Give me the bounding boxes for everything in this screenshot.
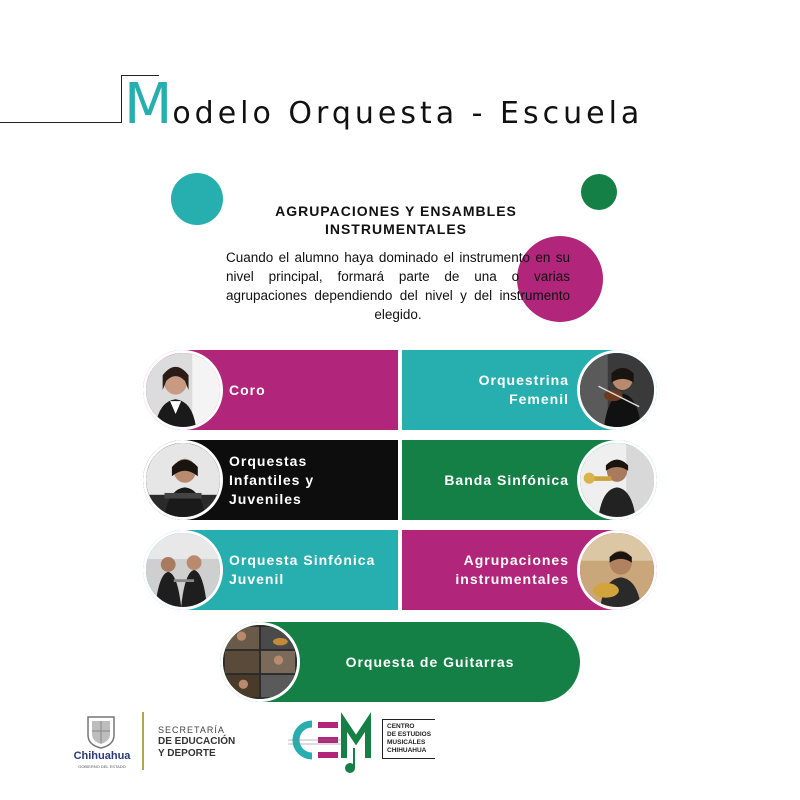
state-subtitle: GOBIERNO DEL ESTADO [78, 764, 126, 769]
cem-text-line: DE ESTUDIOS [387, 731, 432, 738]
section-subtitle [240, 202, 552, 238]
state-name: Chihuahua [73, 750, 131, 762]
group-card-orquestrina-femenil[interactable] [402, 350, 657, 430]
state-crest-icon [86, 715, 116, 749]
group-card-banda-sinfonica[interactable] [402, 440, 657, 520]
subtitle-line-2: INSTRUMENTALES [324, 221, 468, 237]
group-label-line: Juvenil [229, 571, 285, 587]
group-card-orquesta-sinfonica-juvenil[interactable] [143, 530, 398, 610]
group-card-coro[interactable] [143, 350, 398, 430]
group-label-line: Juveniles [229, 490, 302, 507]
group-label-line: Orquestrina [478, 372, 569, 388]
group-card-orquestas-infantiles[interactable] [143, 440, 398, 520]
group-label-line: Femenil [509, 391, 569, 407]
group-label-line: Infantiles y [229, 471, 315, 488]
decor-teal-circle [171, 173, 223, 225]
group-card-orquesta-de-guitarras[interactable] [220, 622, 580, 702]
cem-text-line: CHIHUAHUA [387, 747, 427, 754]
group-label-line: Orquesta Sinfónica [229, 552, 376, 568]
secretaria-line-1: SECRETARÍA [158, 725, 225, 735]
group-photo-agrupaciones-instrumentales [577, 530, 657, 610]
title-rest: odelo Orquesta - Escuela [172, 96, 644, 131]
group-card-agrupaciones-instrumentales[interactable] [402, 530, 657, 610]
group-photo-banda-sinfonica [577, 440, 657, 520]
group-label-line: Orquestas [229, 452, 308, 469]
group-label-orquesta-sinfonica-juvenil [229, 551, 375, 589]
group-label-orquestrina-femenil [479, 371, 569, 409]
section-intro: Cuando el alumno haya dominado el instrumento en su nivel principal, formará parte de una o varias agrupaciones dependiendo del nivel y del instrumento elegido. [226, 250, 570, 322]
decor-green-circle [581, 174, 617, 210]
group-photo-orquestrina-femenil [577, 350, 657, 430]
group-label-orquesta-de-guitarras: Orquesta de Guitarras [345, 654, 515, 670]
cem-music-logo-icon [288, 710, 384, 776]
group-label-banda-sinfonica: Banda Sinfónica [444, 471, 569, 488]
group-photo-orquestas-infantiles [143, 440, 223, 520]
group-label-line: Agrupaciones [463, 552, 569, 568]
group-photo-orquesta-de-guitarras [220, 622, 300, 702]
page-title [124, 72, 643, 137]
cem-text [382, 719, 435, 759]
title-rule-horizontal [0, 122, 122, 123]
secretaria-line-3: Y DEPORTE [158, 748, 216, 759]
cem-text-line: MUSICALES [387, 739, 426, 746]
subtitle-line-1: AGRUPACIONES Y ENSAMBLES [275, 203, 517, 219]
footer-separator [142, 712, 144, 770]
group-photo-coro [143, 350, 223, 430]
secretaria-line-2: DE EDUCACIÓN [158, 736, 236, 747]
group-photo-orquesta-sinfonica-juvenil [143, 530, 223, 610]
cem-text-line: CENTRO [387, 723, 415, 730]
group-label-line: instrumentales [455, 571, 569, 587]
group-label-orquestas-infantiles [229, 452, 314, 509]
group-label-agrupaciones-instrumentales [455, 551, 569, 589]
title-initial: M [124, 72, 173, 137]
group-label-coro: Coro [229, 381, 266, 398]
title-rule-vertical [121, 75, 122, 123]
